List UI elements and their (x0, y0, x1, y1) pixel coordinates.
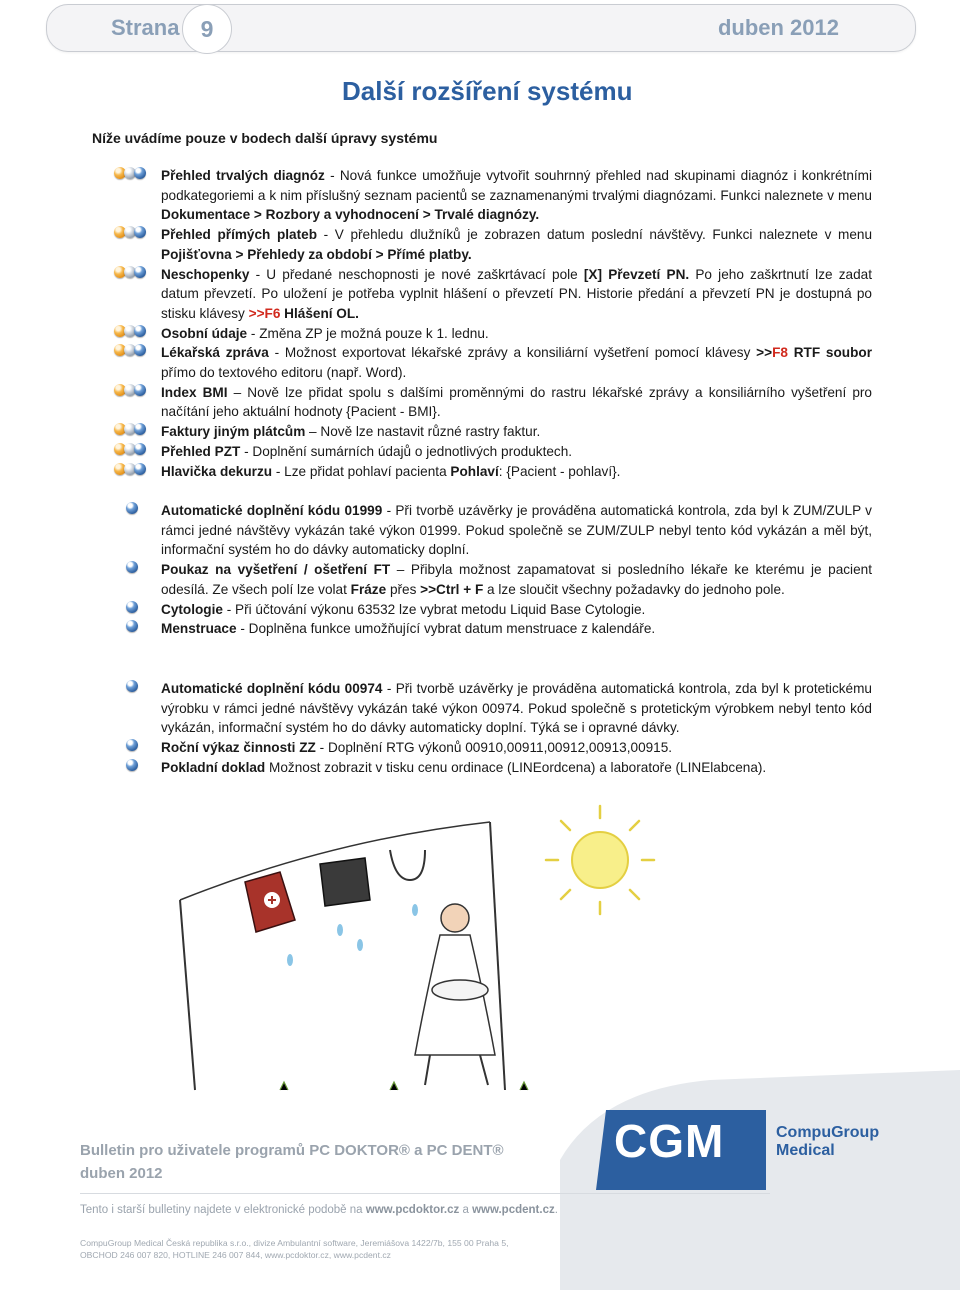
link-pcdent[interactable]: www.pcdent.cz (472, 1204, 555, 1216)
footer-bulletin-title: Bulletin pro uživatele programů PC DOKTOR® a PC DENT® (80, 1142, 504, 1159)
bullet-balls-icon (114, 325, 144, 341)
bullet-balls-icon (114, 167, 144, 183)
item-text: - U předané neschopnosti je nové zaškrtávací pole (249, 266, 584, 282)
item-text: přes (386, 581, 421, 597)
item-bold-text: Hlavička dekurzu (161, 463, 273, 479)
list-item (114, 324, 872, 344)
bullet-balls-icon (126, 502, 136, 518)
item-text: - Při účtování výkonu 63532 lze vybrat metodu Liquid Base Cytologie. (222, 601, 646, 617)
item-bold-text: Lékařská zpráva (161, 345, 269, 361)
list-item (114, 501, 872, 560)
bullet-balls-icon (126, 601, 136, 617)
feature-list-gynecology (114, 501, 872, 639)
bullet-balls-icon (114, 384, 144, 400)
item-bold-text: Poukaz na vyšetření / ošetření FT (161, 562, 391, 578)
item-bold-text: Index BMI (161, 384, 228, 400)
item-bold-text: Přehled přímých plateb (161, 227, 318, 243)
item-text: - Lze přidat pohlaví pacienta (272, 463, 451, 479)
footer-date: duben 2012 (80, 1165, 163, 1182)
item-text: - V přehledu dlužníků je zobrazen datum poslední návštěvy. Funkci naleznete v menu (317, 227, 873, 243)
bullet-balls-icon (126, 680, 136, 696)
item-key-text: >>F6 (248, 305, 281, 321)
item-bold-text: Cytologie (161, 601, 223, 617)
item-text: – Nově lze přidat spolu s dalšími proměnnými do rastru lékařské zprávy a konsiliárního vyšetření pro načítání jeho aktuální hodnoty {Pacient - BMI}. (161, 384, 872, 420)
intro-text: Níže uvádíme pouze v bodech další úpravy systému (92, 130, 438, 146)
list-item (114, 442, 872, 462)
item-bold-text: Pojišťovna > Přehledy za období > Přímé platby. (161, 246, 472, 262)
item-bold-text: [X] Převzetí PN. (583, 266, 690, 282)
list-item (114, 462, 872, 482)
list-item (114, 758, 872, 778)
item-text: : {Pacient - pohlaví}. (498, 463, 621, 479)
bullet-balls-icon (114, 463, 144, 479)
link-pcdoktor[interactable]: www.pcdoktor.cz (365, 1204, 460, 1216)
page-title: Další rozšíření systému (342, 76, 633, 106)
item-bold-text: Faktury jiným plátcům (161, 424, 306, 440)
item-bold-text: Dokumentace > Rozbory a vyhodnocení > Trvalé diagnózy. (161, 207, 540, 223)
item-text: - Možnost exportovat lékařské zprávy a konsiliární vyšetření pomocí klávesy (268, 345, 757, 361)
medical-bag-icon (245, 872, 295, 932)
bullet-balls-icon (126, 759, 136, 775)
list-item (114, 383, 872, 422)
item-bold-text: Neschopenky (161, 266, 250, 282)
list-item (114, 343, 872, 382)
doctor-figure (415, 904, 495, 1085)
item-bold-text: >>Ctrl + F (420, 581, 484, 597)
item-text: - Při tvorbě uzávěrky je prováděna automatická kontrola, zda byl k protetickému výrobku v rámci jedné návštěvy vykázán také výkon 00974. Pokud společně s protetickým výrobkem nebyl tento kód vykázán, informační systém ho do dávky automaticky doplní. Týká se i opravné dávky. (161, 681, 872, 736)
cgm-logo-text: CGM (614, 1115, 725, 1167)
item-text: – Přibyla možnost zapamatovat si posledního lékaře ke kterému je pacient odesílá. Ze všech polí lze volat (161, 562, 872, 597)
page-number-badge: 9 (182, 4, 232, 54)
brand-name-line1: CompuGroup (776, 1124, 880, 1141)
item-text: - Změna ZP je možná pouze k 1. lednu. (247, 325, 489, 341)
page-label: Strana (111, 15, 180, 40)
bullet-balls-icon (126, 739, 136, 755)
item-key-text: F8 (772, 345, 788, 361)
item-text: - Doplněna funkce umožňující vybrat datum menstruace z kalendáře. (236, 621, 656, 637)
page-header (46, 4, 916, 52)
item-text: a lze sloučit všechny požadavky do jednoho pole. (483, 581, 785, 597)
feature-list-general (114, 166, 872, 481)
bullet-balls-icon (114, 443, 144, 459)
footer-web-note (80, 1204, 558, 1216)
item-bold-text: Osobní údaje (161, 325, 248, 341)
list-item (114, 619, 872, 639)
bullet-balls-icon (114, 344, 144, 360)
list-item (114, 225, 872, 264)
item-bold-text: Pohlaví (450, 463, 499, 479)
item-text: – Nově lze nastavit různé rastry faktur. (305, 424, 541, 440)
item-bold-text: Automatické doplnění kódu 01999 (161, 503, 383, 518)
item-text: přímo do textového editoru (např. Word). (161, 365, 407, 381)
list-item (114, 265, 872, 324)
list-item (114, 560, 872, 599)
web-note-prefix: Tento i starší bulletiny najdete v elektronické podobě na (80, 1204, 366, 1216)
item-text: Možnost zobrazit v tisku cenu ordinace (LINEordcena) a laboratoře (LINElabcena). (265, 759, 767, 775)
item-bold-text: Přehled trvalých diagnóz (161, 168, 325, 183)
bullet-balls-icon (114, 266, 144, 282)
web-note-suffix: . (554, 1204, 558, 1216)
item-text: - Doplnění sumárních údajů o jednotlivých produktech. (240, 443, 573, 459)
item-text: - Doplnění RTG výkonů 00910,00911,00912,00913,00915. (315, 740, 673, 756)
item-bold-text: RTF soubor (793, 345, 872, 361)
company-address-line2: OBCHOD 246 007 820, HOTLINE 246 007 844, www.pcdoktor.cz, www.pcdent.cz (80, 1250, 391, 1260)
item-bold-text: Hlášení OL. (284, 305, 359, 321)
item-bold-text: Přehled PZT (161, 443, 241, 459)
issue-date: duben 2012 (717, 15, 839, 40)
feature-list-dental (114, 679, 872, 778)
bullet-balls-icon (114, 226, 144, 242)
web-note-middle: a (459, 1204, 473, 1216)
item-bold-text: Menstruace (161, 621, 237, 637)
cartoon-illustration (160, 800, 800, 1100)
list-item (114, 738, 872, 758)
list-item (114, 679, 872, 738)
company-address-line1: CompuGroup Medical Česká republika s.r.o., divize Ambulantní software, Jeremiášova 1422/7b, 155 00 Praha 5, (80, 1238, 509, 1248)
item-text: - Nová funkce umožňuje vytvořit souhrnný přehled nad skupinami diagnóz i konkrétními podkategoriemi a k nim příslušný seznam pacientů se zaznamenanými trvalými diagnózami. Funkci naleznete v menu (161, 168, 873, 203)
list-item (114, 600, 872, 620)
item-text: - Při tvorbě uzávěrky je prováděna automatická kontrola, zda byl k ZUM/ZULP v rámci jedné návštěvy vykázán také výkon 01999. Pokud společně se ZUM/ZULP nebyl tento kód vykázán a měl být, informační systém ho do dávky automaticky doplní. (161, 503, 872, 558)
sun-icon (546, 806, 654, 914)
list-item (114, 166, 872, 225)
list-item (114, 422, 872, 442)
item-bold-text: >> (756, 345, 773, 361)
item-bold-text: Pokladní doklad (161, 759, 266, 775)
bullet-balls-icon (126, 561, 136, 577)
item-text: Po jeho zaškrtnutí lze zadat datum převzetí. Po uložení je potřeba vyplnit hlášení o převzetí PN. Historie předání a převzetí PN je dostupná po stisku klávesy (161, 266, 872, 321)
bullet-balls-icon (114, 423, 144, 439)
item-bold-text: Roční výkaz činnosti ZZ (161, 740, 316, 756)
item-bold-text: Automatické doplnění kódu 00974 (161, 681, 383, 696)
brand-name-line2: Medical (776, 1142, 835, 1159)
item-bold-text: Fráze (350, 581, 387, 597)
bullet-balls-icon (126, 620, 136, 636)
footer-divider (80, 1193, 770, 1194)
